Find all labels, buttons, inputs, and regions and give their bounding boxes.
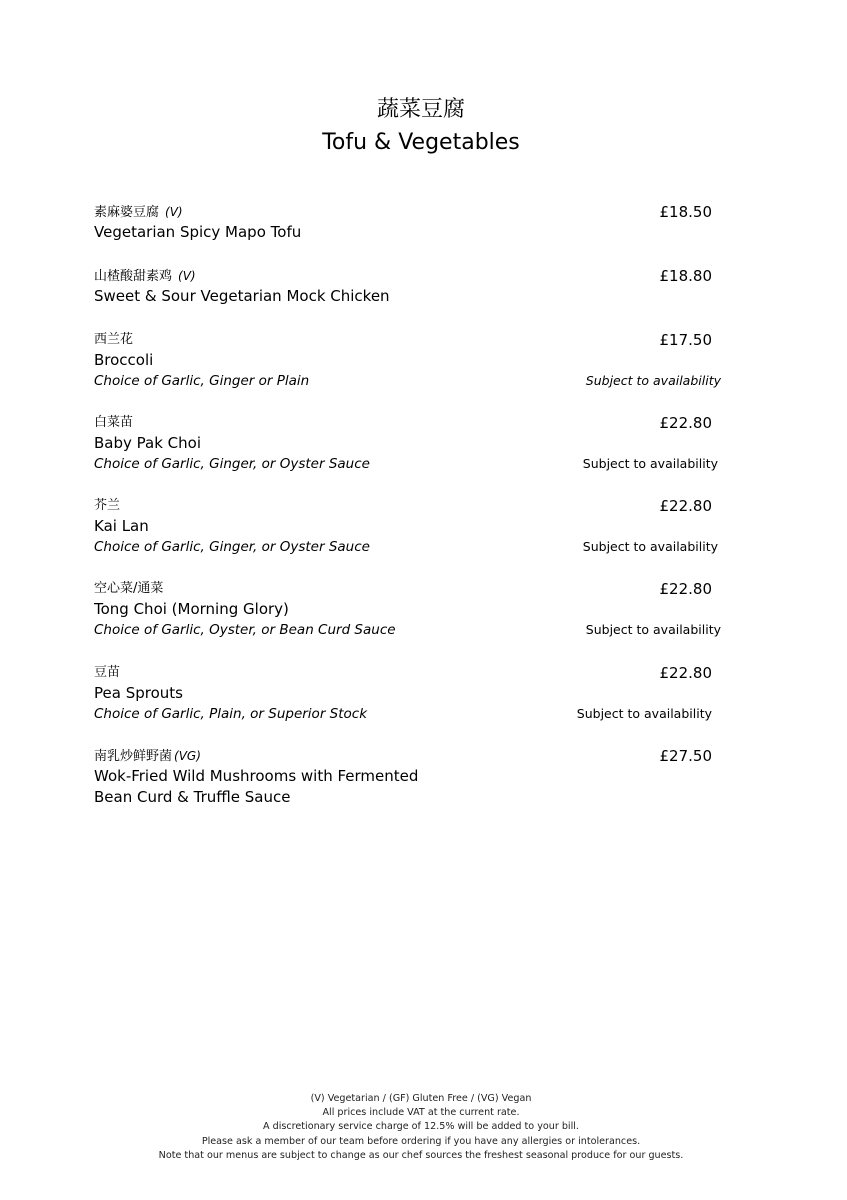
- vat-note: All prices include VAT at the current rate.: [322, 1107, 520, 1119]
- dietary-legend: (V) Vegetarian / (GF) Gluten Free / (VG) Vegan: [310, 1093, 532, 1104]
- allergy-note: Please ask a member of our team before ordering if you have any allergies or intolerances.: [201, 1135, 641, 1147]
- dish-price: £22.80: [659, 580, 712, 598]
- dish-price: £17.50: [659, 331, 712, 349]
- dish-name: Kai Lan: [94, 517, 149, 535]
- menu-item-tong-choi: [94, 579, 724, 640]
- menu-item-kai-lan: [94, 496, 724, 557]
- page-title: Tofu & Vegetables: [322, 130, 520, 155]
- dish-price: £18.50: [659, 203, 712, 221]
- menu-item-mock-chicken: [94, 266, 724, 307]
- availability-note: Subject to availability: [582, 539, 718, 554]
- dish-note: Choice of Garlic, Ginger, or Oyster Sauce: [94, 539, 370, 555]
- menu-item-mapo-tofu: [94, 202, 724, 243]
- dish-name-chinese: 芥兰: [94, 498, 121, 513]
- dish-name: Wok-Fried Wild Mushrooms with Fermented: [94, 767, 419, 785]
- dish-name-chinese: 素麻婆豆腐 (V): [94, 205, 183, 220]
- dish-name: Baby Pak Choi: [94, 434, 201, 452]
- dietary-tag: (VG): [174, 749, 201, 763]
- dietary-tag: (V): [178, 269, 196, 283]
- dish-name-chinese: 豆苗: [94, 665, 121, 680]
- dish-name-chinese: 白菜苗: [94, 415, 134, 430]
- dish-price: £22.80: [659, 414, 712, 432]
- menu-item-baby-pak-choi: [94, 413, 724, 474]
- dish-name-chinese: 空心菜/通菜: [94, 581, 164, 596]
- page-title-chinese: 蔬菜豆腐: [376, 97, 465, 122]
- dish-price: £18.80: [659, 267, 712, 285]
- dish-note: Choice of Garlic, Plain, or Superior Stock: [94, 706, 368, 722]
- dish-name-chinese: 南乳炒鲜野菌 (VG): [94, 749, 201, 764]
- menu-item-broccoli: [94, 330, 724, 391]
- menu-item-wild-mushrooms: [94, 746, 724, 808]
- dish-price: £22.80: [659, 497, 712, 515]
- dish-note: Choice of Garlic, Ginger or Plain: [94, 373, 310, 389]
- availability-note: Subject to availability: [585, 373, 721, 388]
- footer-notes: [0, 1092, 842, 1163]
- dish-name-chinese: 山楂酸甜素鸡 (V): [94, 269, 196, 284]
- dish-name-continued: Bean Curd & Truffle Sauce: [94, 788, 291, 806]
- availability-note: Subject to availability: [576, 706, 712, 721]
- menu-item-pea-sprouts: [94, 663, 724, 724]
- dish-name-chinese: 西兰花: [94, 332, 134, 347]
- dish-name: Broccoli: [94, 351, 154, 369]
- service-charge-note: A discretionary service charge of 12.5% will be added to your bill.: [263, 1121, 579, 1133]
- availability-note: Subject to availability: [582, 456, 718, 471]
- dish-name: Sweet & Sour Vegetarian Mock Chicken: [94, 287, 390, 305]
- dietary-tag: (V): [165, 205, 183, 219]
- dish-note: Choice of Garlic, Ginger, or Oyster Sauce: [94, 456, 370, 472]
- dish-note: Choice of Garlic, Oyster, or Bean Curd Sauce: [94, 622, 396, 638]
- dish-name: Pea Sprouts: [94, 684, 183, 702]
- menu-change-note: Note that our menus are subject to change as our chef sources the freshest seasonal produce for our guests.: [158, 1149, 684, 1161]
- availability-note: Subject to availability: [585, 622, 721, 637]
- dish-name: Tong Choi (Morning Glory): [94, 600, 289, 618]
- dish-price: £22.80: [659, 664, 712, 682]
- dish-name: Vegetarian Spicy Mapo Tofu: [94, 223, 302, 241]
- dish-price: £27.50: [659, 747, 712, 765]
